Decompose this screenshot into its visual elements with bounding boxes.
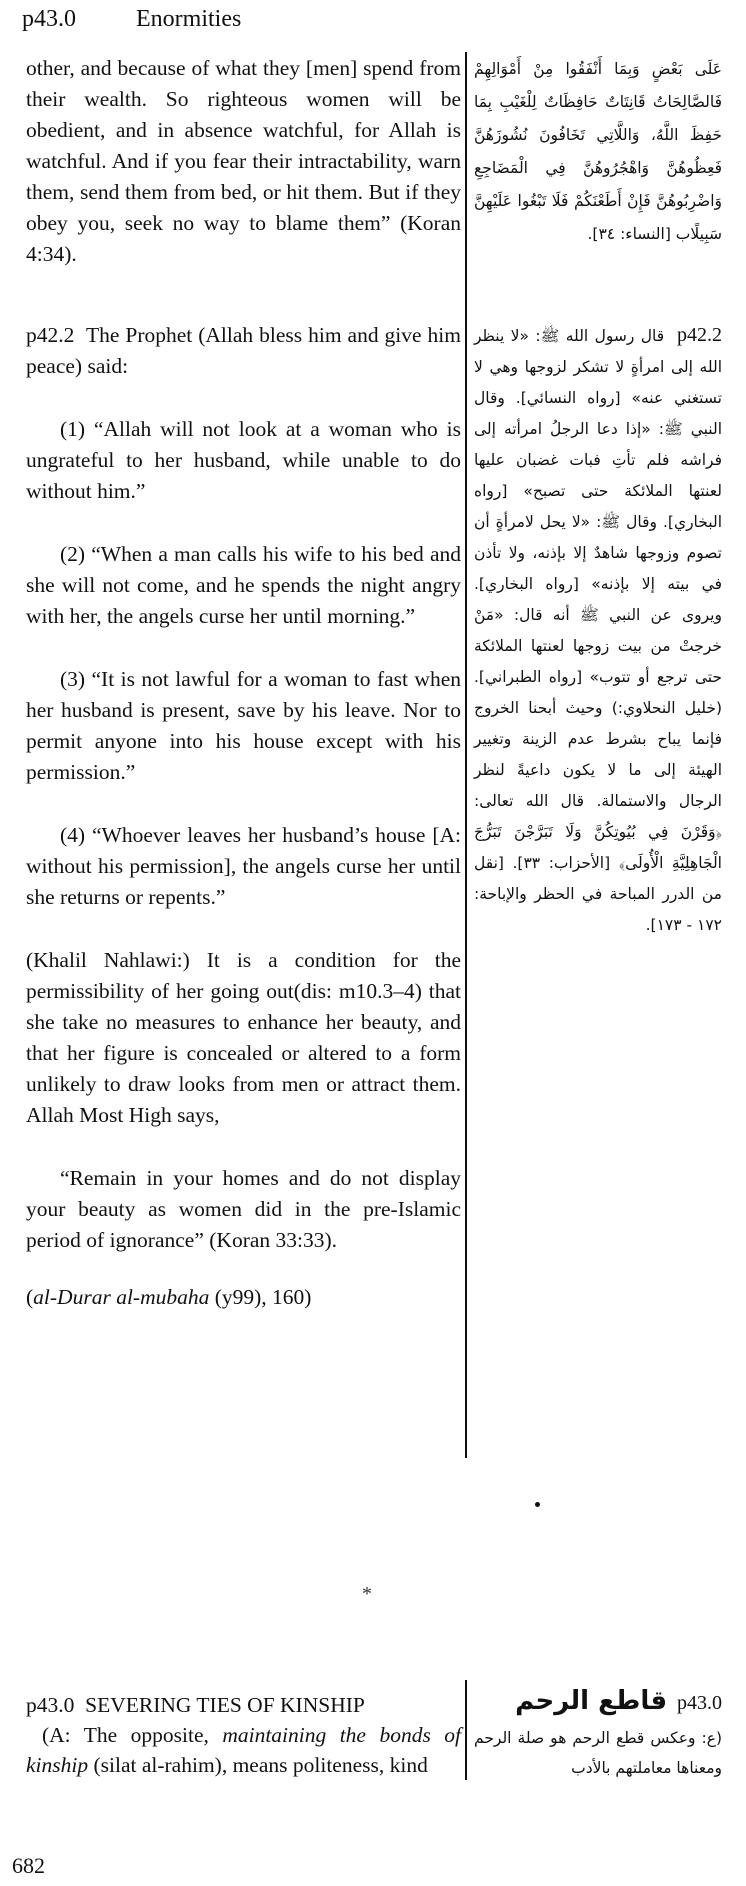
p42-2-intro-text: The Prophet (Allah bless him and give him peace) said: (26, 323, 461, 378)
koran-4-34-arabic: عَلَى بَعْضٍ وَبِمَا أَنْفَقُوا مِنْ أَمْوَالِهِمْ فَالصَّالِحَاتُ قَانِتَاتٌ حَافِظَاتٌ لِلْغَيْبِ بِمَا حَفِظَ اللَّهُ، وَاللَّاتِي تَخَافُونَ نُشُوزَهُنَّ فَعِظُوهُنَّ وَاهْجُرُوهُنَّ فِي الْمَضَاجِعِ وَاضْرِبُوهُنَّ فَإِنْ أَطَعْنَكُمْ فَلَا تَبْغُوا عَلَيْهِنَّ سَبِيلًاب [النساء: ٣٤]. (474, 60, 722, 243)
source-citation (26, 1282, 461, 1313)
source-title: al-Durar al-mubaha (33, 1285, 210, 1309)
column-divider (465, 52, 467, 1458)
column-divider-lower (465, 1680, 467, 1780)
section-separator: * (362, 1583, 372, 1605)
header-section-number: p43.0 (22, 6, 76, 32)
running-header (22, 6, 241, 33)
page-number: 682 (12, 1853, 45, 1878)
p43-0-title: SEVERING TIES OF KINSHIP (85, 1693, 365, 1717)
p43-0-heading (26, 1690, 461, 1720)
p42-2-intro (26, 320, 461, 382)
hadith-3: (3) “It is not lawful for a woman to fast when her husband is present, save by his leave. Nor to permit anyone into his house except with his permission.” (26, 667, 461, 784)
hadith-4: (4) “Whoever leaves her husband’s house [A: without his permission], the angels curse her until she returns or repents.” (26, 823, 461, 909)
hadith-1: (1) “Allah will not look at a woman who is ungrateful to her husband, while unable to do without him.” (26, 417, 461, 503)
p43-0-definition-term: maintaining the bonds of kinship (26, 1723, 461, 1777)
p42-2-arabic-text (474, 320, 722, 941)
p42-2-arabic-body: قال رسول الله ﷺ: «لا ينظر الله إلى امرأةٍ لا تشكر لزوجها وهي لا تستغني عنه» [رواه النسائي]. وقال النبي ﷺ: «إذا دعا الرجلُ امرأته إلى فراشه فلم تأتِ فبات غضبان عليها لعنتها الملائكة حتى تصبح» [رواه البخاري]. وقال ﷺ: «لا يحل لامرأةٍ أن تصوم وزوجها شاهدٌ إلا بإذنه، ولا تأذن في بيته إلا بإذنه» [رواه البخاري]. ويروى عن النبي ﷺ أنه قال: «مَنْ خرجتْ من بيت زوجها لعنتها الملائكة حتى ترجع أو تتوب» [رواه الطبراني]. (خليل النحلاوي:) وحيث أبحنا الخروج فإنما يباح بشرط عدم الزينة وتغيير الهيئة إلى ما لا يكون داعيةً لنظر الرجال والاستمالة. قال الله تعالى: ﴿وَقَرْنَ فِي بُيُوتِكُنَّ وَلَا تَبَرَّجْنَ تَبَرُّجَ الْجَاهِلِيَّةِ الْأُولَى﴾ [الأحزاب: ٣٣]. [نقل من الدرر المباحة في الحظر والإباحة: ١٧٢ - ١٧٣]. (474, 327, 722, 934)
p43-0-arabic-text: (ع: وعكس قطع الرحم هو صلة الرحم ومعناها معاملتهم بالأدب (474, 1729, 722, 1777)
hadith-2: (2) “When a man calls his wife to his bed and she will not come, and he spends the night angry with her, the angels curse her until morning.” (26, 542, 461, 628)
p43-0-arabic (474, 1686, 722, 1783)
p43-0-number: p43.0 (26, 1693, 75, 1717)
block1-english (26, 53, 461, 270)
p43-0-arabic-title: قاطع الرحم (515, 1686, 668, 1716)
source-rest: (y99), 160) (209, 1285, 312, 1309)
p42-2-arabic-number: p42.2 (677, 324, 722, 346)
block1-arabic (474, 53, 722, 251)
stray-dot (535, 1502, 540, 1507)
p43-0-definition-suffix: (silat al-rahim), means politeness, kind (88, 1753, 428, 1777)
block2-arabic (474, 320, 722, 941)
koran-33-33-translation: “Remain in your homes and do not display your beauty as women did in the pre-Islamic period of ignorance” (Koran 33:33). (26, 1166, 461, 1252)
p43-0-arabic-number: p43.0 (677, 1692, 722, 1714)
p42-2-number: p42.2 (26, 323, 75, 347)
p43-0-english (26, 1690, 461, 1780)
p43-0-arabic-heading (474, 1686, 722, 1719)
khalil-nahlawi-commentary: (Khalil Nahlawi:) It is a condition for the permissibility of her going out(dis: m10.3–4) that she take no measures to enhance her beauty, and that her figure is concealed or altered to a form unlikely to draw looks from men or attract them. Allah Most High says, (26, 948, 461, 1127)
p43-0-definition-prefix: (A: The opposite, (42, 1723, 223, 1747)
source-open: ( (26, 1285, 34, 1309)
p43-0-definition (26, 1720, 461, 1780)
header-title: Enormities (136, 6, 242, 32)
koran-4-34-translation: other, and because of what they [men] spend from their wealth. So righteous women will be obedient, and in absence watchful, for Allah is watchful. And if you fear their intractability, warn them, send them from bed, or hit them. But if they obey you, seek no way to blame them” (Koran 4:34). (26, 56, 461, 266)
block2-english (26, 320, 461, 1313)
